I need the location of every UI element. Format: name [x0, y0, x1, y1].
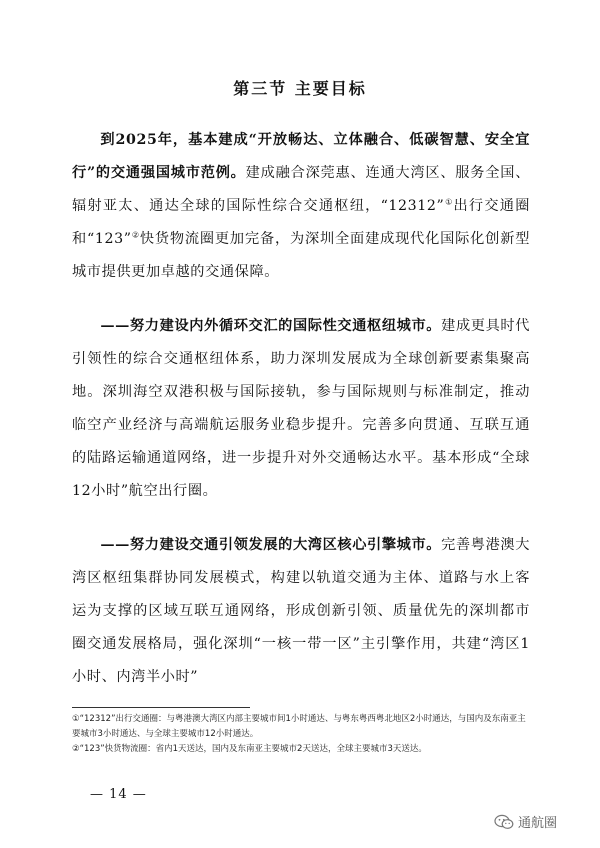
section-title: 第三节 主要目标 — [233, 79, 367, 98]
watermark — [494, 812, 557, 831]
intro-text-c: 快货物流圈更加完备，为深圳全面建成现代化国际化创新型城市提供更加卓越的交通保障。 — [72, 231, 530, 280]
footnote-ref-1[interactable]: ① — [444, 197, 454, 207]
intro-paragraph — [72, 124, 530, 289]
goal1-heading: ——努力建设内外循环交汇的国际性交通枢纽城市。 — [100, 318, 442, 334]
footnotes — [72, 712, 532, 757]
goal2-heading: ——努力建设交通引领发展的大湾区核心引擎城市。 — [100, 537, 442, 553]
intro-lead: 到2025年，基本建成“开放畅达、立体融合、低碳智慧、安全宜行”的交通强国城市范例。 — [72, 132, 530, 181]
goal-paragraph-1 — [72, 310, 530, 508]
footnote-ref-2[interactable]: ② — [131, 230, 140, 240]
watermark-text: 通航圈 — [518, 816, 558, 831]
intro-text-b: 出行交通圈和“123” — [72, 198, 530, 247]
footnote-divider — [72, 707, 250, 708]
footnote-2: ②“123”快货物流圈：省内1天送达，国内及东南亚主要城市2天送达，全球主要城市3天送达。 — [72, 744, 427, 754]
goal-paragraph-2 — [72, 529, 530, 694]
goal2-body: 完善粤港澳大湾区枢纽集群协同发展模式，构建以轨道交通为主体、道路与水上客运为支撑的区域互联互通网络，形成创新引领、质量优先的深圳都市圈交通发展格局，强化深圳“一核一带一区”主引擎作用，共建“湾区1小时、内湾半小时” — [72, 537, 530, 685]
page-number: — 14 — — [90, 787, 147, 802]
intro-text-a: 建成融合深莞惠、连通大湾区、服务全国、辐射亚太、通达全球的国际性综合交通枢纽，“12312” — [72, 165, 530, 214]
goal1-body: 建成更具时代引领性的综合交通枢纽体系，助力深圳发展成为全球创新要素集聚高地。深圳海空双港积极与国际接轨，参与国际规则与标准制定，推动临空产业经济与高端航运服务业稳步提升。完善多向贯通、互联互通的陆路运输通道网络，进一步提升对外交通畅达水平。基本形成“全球12小时”航空出行圈。 — [72, 318, 530, 499]
footnote-1: ①“12312”出行交通圈：与粤港澳大湾区内部主要城市间1小时通达、与粤东粤西粤北地区2小时通达，与国内及东南亚主要城市3小时通达、与全球主要城市12小时通达。 — [72, 714, 526, 739]
wechat-icon — [494, 814, 514, 830]
